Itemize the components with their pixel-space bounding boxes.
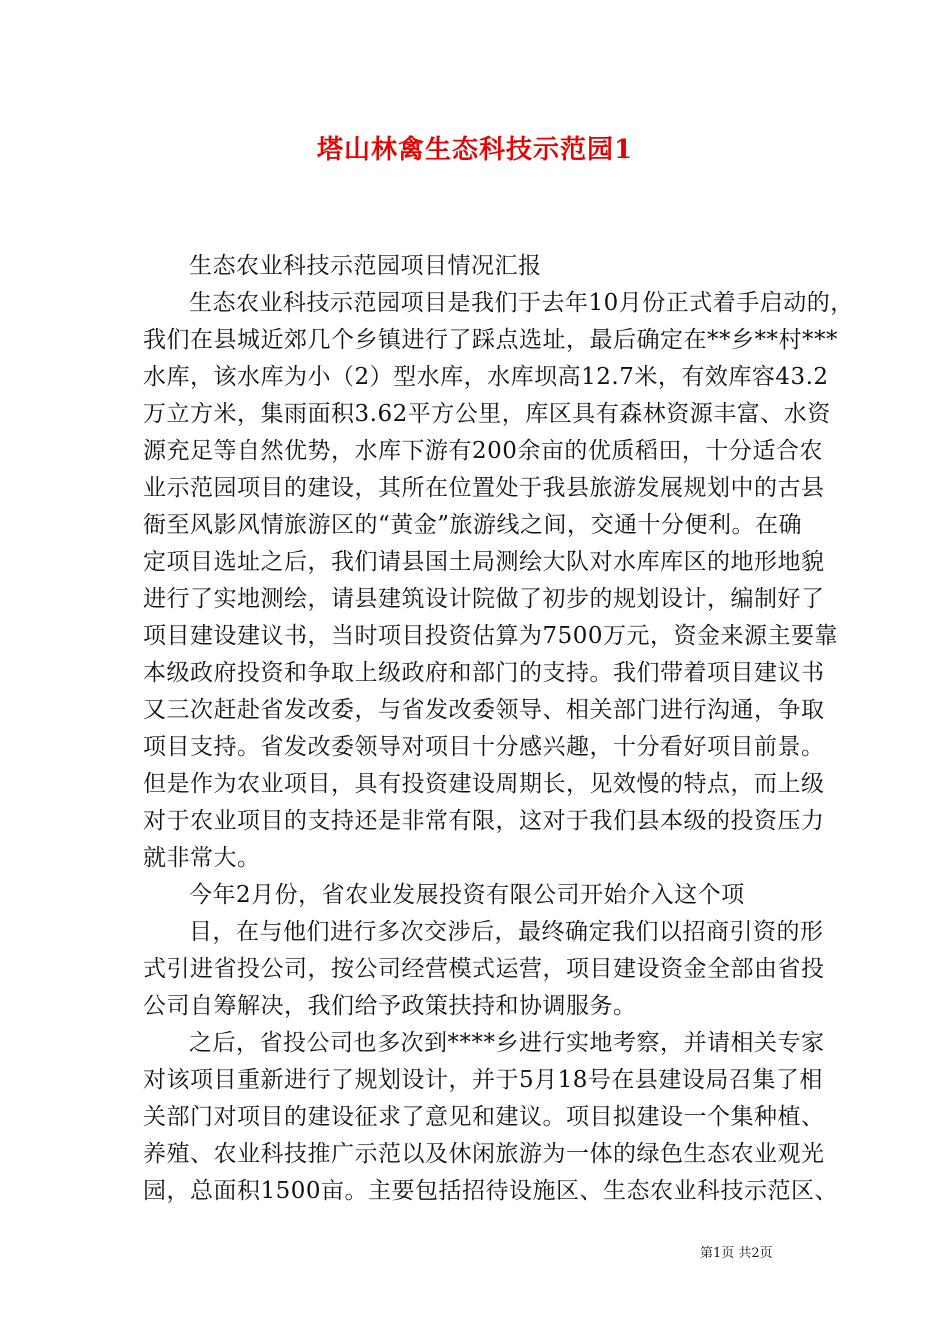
body-line: 衙至风影风情旅游区的“黄金”旅游线之间，交通十分便利。在确: [143, 512, 803, 538]
body-line: 源充足等自然优势，水库下游有200余亩的优质稻田，十分适合农: [143, 438, 823, 464]
body-line: 生态农业科技示范园项目是我们于去年10月份正式着手启动的，: [189, 290, 854, 316]
document-title: 塔山林禽生态科技示范园1: [316, 135, 634, 165]
body-line: 对于农业项目的支持还是非常有限，这对于我们县本级的投资压力: [143, 808, 825, 834]
body-line: 公司自筹解决，我们给予政策扶持和协调服务。: [143, 993, 637, 1019]
body-line: 生态农业科技示范园项目情况汇报: [189, 253, 542, 279]
body-line: 之后，省投公司也多次到****乡进行实地考察，并请相关专家: [189, 1030, 825, 1056]
body-line: 万立方米，集雨面积3.62平方公里，库区具有森林资源丰富、水资: [143, 401, 831, 427]
body-line: 又三次赶赴省发改委，与省发改委领导、相关部门进行沟通，争取: [143, 697, 825, 723]
body-line: 项目支持。省发改委领导对项目十分感兴趣，十分看好项目前景。: [143, 734, 825, 760]
body-line: 就非常大。: [143, 845, 261, 871]
body-line: 关部门对项目的建设征求了意见和建议。项目拟建设一个集种植、: [143, 1104, 825, 1130]
body-line: 园，总面积1500亩。主要包括招待设施区、生态农业科技示范区、: [143, 1178, 839, 1204]
body-line: 项目建设建议书，当时项目投资估算为7500万元，资金来源主要靠: [143, 623, 839, 649]
body-line: 养殖、农业科技推广示范以及休闲旅游为一体的绿色生态农业观光: [143, 1141, 825, 1167]
body-line: 今年2月份，省农业发展投资有限公司开始介入这个项: [189, 882, 745, 908]
body-line: 业示范园项目的建设，其所在位置处于我县旅游发展规划中的古县: [143, 475, 825, 501]
body-line: 式引进省投公司，按公司经营模式运营，项目建设资金全部由省投: [143, 956, 825, 982]
body-line: 对该项目重新进行了规划设计，并于5月18号在县建设局召集了相: [143, 1067, 823, 1093]
body-line: 定项目选址之后，我们请县国土局测绘大队对水库库区的地形地貌: [143, 549, 825, 575]
body-line: 进行了实地测绘，请县建筑设计院做了初步的规划设计，编制好了: [143, 586, 825, 612]
page-number: 第1页 共2页: [700, 1246, 773, 1261]
body-line: 我们在县城近郊几个乡镇进行了踩点选址，最后确定在**乡**村***: [143, 327, 838, 353]
body-line: 水库，该水库为小（2）型水库，水库坝高12.7米，有效库容43.2: [143, 364, 829, 390]
body-line: 目，在与他们进行多次交涉后，最终确定我们以招商引资的形: [189, 919, 824, 945]
body-line: 本级政府投资和争取上级政府和部门的支持。我们带着项目建议书: [143, 660, 825, 686]
body-line: 但是作为农业项目，具有投资建设周期长，见效慢的特点，而上级: [143, 771, 825, 797]
